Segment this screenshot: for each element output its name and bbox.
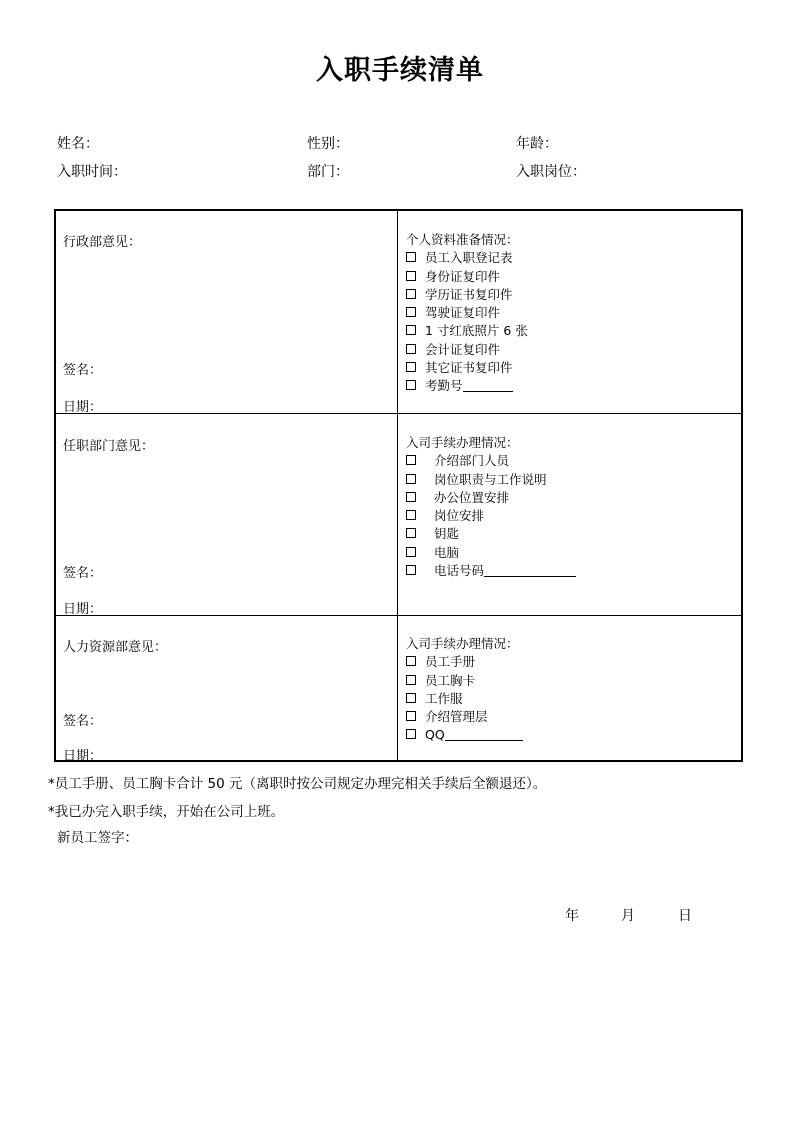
list-item: 员工胸卡 [406, 672, 523, 690]
checkbox[interactable] [406, 492, 416, 502]
list-item: 其它证书复印件 [406, 359, 528, 377]
list-item: 办公位置安排 [406, 489, 576, 507]
list-item: 岗位职责与工作说明 [406, 471, 576, 489]
department-label: 部门： [307, 164, 349, 180]
hr-date-label: 日期： [63, 749, 103, 764]
gender-label: 性别： [307, 136, 349, 152]
admin-date-label: 日期： [63, 400, 103, 415]
list-item: 工作服 [406, 690, 523, 708]
age-label: 年龄： [516, 136, 558, 152]
list-item: QQ [406, 726, 523, 744]
onboarding-procedures-list [406, 434, 576, 580]
checkbox[interactable] [406, 528, 416, 538]
checkbox[interactable] [406, 455, 416, 465]
list-title: 入司手续办理情况： [406, 636, 519, 651]
list-item: 考勤号 [406, 377, 528, 395]
fill-in-line[interactable] [484, 564, 576, 577]
checkbox[interactable] [406, 675, 416, 685]
list-item: 驾驶证复印件 [406, 304, 528, 322]
personal-docs-list [406, 231, 528, 396]
checkbox[interactable] [406, 565, 416, 575]
checkbox[interactable] [406, 362, 416, 372]
hire-time-label: 入职时间： [57, 164, 127, 180]
checkbox[interactable] [406, 729, 416, 739]
checklist-table [54, 209, 743, 762]
checkbox[interactable] [406, 344, 416, 354]
checkbox[interactable] [406, 307, 416, 317]
dept-date-label: 日期： [63, 602, 103, 617]
list-item: 员工手册 [406, 653, 523, 671]
checkbox[interactable] [406, 271, 416, 281]
list-title: 个人资料准备情况： [406, 232, 519, 247]
fill-in-line[interactable] [463, 379, 513, 392]
checkbox[interactable] [406, 325, 416, 335]
table-row-divider [55, 413, 742, 414]
checkbox[interactable] [406, 547, 416, 557]
checkbox[interactable] [406, 289, 416, 299]
page-title: 入职手续清单 [316, 55, 484, 86]
dept-opinion-label: 任职部门意见： [63, 439, 155, 454]
table-column-divider [397, 210, 398, 761]
list-item: 介绍部门人员 [406, 452, 576, 470]
name-label: 姓名： [57, 136, 99, 152]
checkbox[interactable] [406, 380, 416, 390]
month-label: 月 [621, 908, 635, 924]
table-row-divider [55, 615, 742, 616]
list-item: 钥匙 [406, 525, 576, 543]
list-item: 介绍管理层 [406, 708, 523, 726]
hr-opinion-label: 人力资源部意见： [63, 640, 168, 655]
hr-sign-label: 签名： [63, 714, 103, 729]
checkbox[interactable] [406, 656, 416, 666]
list-item: 会计证复印件 [406, 341, 528, 359]
checkbox[interactable] [406, 474, 416, 484]
list-item: 岗位安排 [406, 507, 576, 525]
list-item: 电话号码 [406, 562, 576, 580]
checkbox[interactable] [406, 711, 416, 721]
checkbox[interactable] [406, 252, 416, 262]
list-item: 电脑 [406, 544, 576, 562]
deposit-note: *员工手册、员工胸卡合计 50 元（离职时按公司规定办理完相关手续后全额退还）。 [48, 776, 547, 792]
list-item: 1 寸红底照片 6 张 [406, 322, 528, 340]
list-item: 员工入职登记表 [406, 249, 528, 267]
day-label: 日 [678, 908, 692, 924]
checkbox[interactable] [406, 693, 416, 703]
confirmation-note: *我已办完入职手续，开始在公司上班。 [48, 804, 285, 820]
list-item: 身份证复印件 [406, 268, 528, 286]
list-title: 入司手续办理情况： [406, 435, 519, 450]
dept-sign-label: 签名： [63, 566, 103, 581]
admin-opinion-label: 行政部意见： [63, 235, 142, 250]
year-label: 年 [565, 908, 579, 924]
new-employee-signature-label: 新员工签字： [57, 830, 138, 846]
fill-in-line[interactable] [445, 728, 523, 741]
admin-sign-label: 签名： [63, 363, 103, 378]
hr-procedures-list [406, 635, 523, 745]
checkbox[interactable] [406, 510, 416, 520]
list-item: 学历证书复印件 [406, 286, 528, 304]
position-label: 入职岗位： [516, 164, 586, 180]
